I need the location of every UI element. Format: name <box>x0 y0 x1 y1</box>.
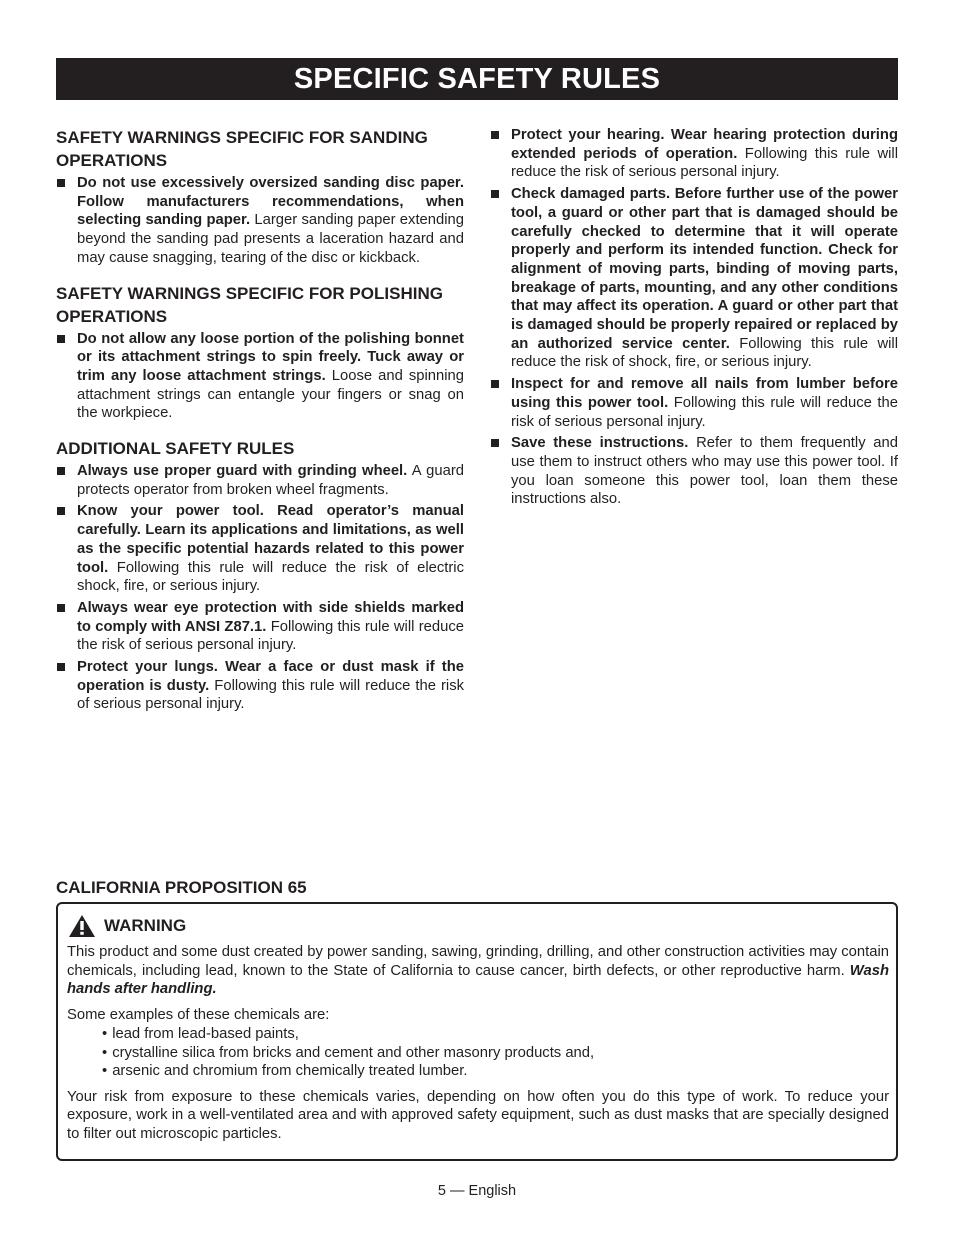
square-bullet-icon <box>57 507 65 515</box>
polishing-heading: SAFETY WARNINGS SPECIFIC FOR POLISHING OPERATIONS <box>56 283 443 326</box>
warning-body <box>67 943 889 1150</box>
warning-box <box>56 902 898 1161</box>
list-item: Save these instructions. Refer to them frequently and use them to instruct others who may use this power tool. If you loan someone this power tool, loan them these instructions also. <box>490 434 898 509</box>
additional-heading: ADDITIONAL SAFETY RULES <box>56 439 295 459</box>
risk-paragraph: Your risk from exposure to these chemicals varies, depending on how often you do this type of work. To reduce your exposure, work in a well-ventilated area and with approved safety equipment, such as dust masks that are specially designed to filter out microscopic particles. <box>67 1088 889 1142</box>
warning-triangle-icon <box>68 914 96 938</box>
wash-hands-note: Wash hands after handling. <box>67 962 889 997</box>
list-item: Do not allow any loose portion of the polishing bonnet or its attachment strings to spin freely. Tuck away or trim any loose attachment strings. Loose and spinning attachment strings can entangle your fingers or snag on the workpiece. <box>56 330 464 424</box>
page-title: SPECIFIC SAFETY RULES <box>56 58 898 100</box>
warning-paragraph: This product and some dust created by power sanding, sawing, grinding, drilling, and other construction activities may contain chemicals, including lead, known to the State of California to cause cancer, birth defects, or other reproductive harm. Wash hands after handling. <box>67 944 889 997</box>
sanding-heading: SAFETY WARNINGS SPECIFIC FOR SANDING OPERATIONS <box>56 128 428 170</box>
square-bullet-icon <box>491 439 499 447</box>
list-item: Know your power tool. Read operator’s manual carefully. Learn its applications and limitations, as well as the specific potential hazards related to this power tool. Following this rule will reduce the risk of electric shock, fire, or serious injury. <box>56 502 464 596</box>
warning-label: WARNING <box>104 916 187 935</box>
square-bullet-icon <box>57 179 65 187</box>
list-item: • arsenic and chromium from chemically treated lumber. <box>102 1062 889 1081</box>
list-item: • lead from lead-based paints, <box>102 1025 889 1044</box>
warning-header <box>68 913 186 939</box>
prop65-heading: CALIFORNIA PROPOSITION 65 <box>56 878 307 897</box>
examples-intro: Some examples of these chemicals are: <box>67 1006 330 1023</box>
square-bullet-icon <box>57 604 65 612</box>
list-item: Inspect for and remove all nails from lumber before using this power tool. Following this rule will reduce the risk of serious personal injury. <box>490 375 898 431</box>
square-bullet-icon <box>491 190 499 198</box>
square-bullet-icon <box>491 131 499 139</box>
list-item: • crystalline silica from bricks and cement and other masonry products and, <box>102 1044 889 1063</box>
list-item: Always use proper guard with grinding wheel. A guard protects operator from broken wheel fragments. <box>56 462 464 499</box>
square-bullet-icon <box>57 467 65 475</box>
list-item: Protect your hearing. Wear hearing protection during extended periods of operation. Following this rule will reduce the risk of serious personal injury. <box>490 126 898 182</box>
page-footer: 5 — English <box>437 1183 517 1199</box>
list-item: Do not use excessively oversized sanding disc paper. Follow manufacturers recommendations, when selecting sanding paper. Larger sanding paper extending beyond the sanding pad presents a laceration hazard and may cause snagging, tearing of the disc or kickback. <box>56 174 464 268</box>
list-item: Check damaged parts. Before further use of the power tool, a guard or other part that is damaged should be carefully checked to determine that it will operate properly and perform its intended function. Check for alignment of moving parts, binding of moving parts, breakage of parts, mounting, and any other conditions that may affect its operation. A guard or other part that is damaged should be properly repaired or replaced by an authorized service center. Following this rule will reduce the risk of shock, fire, or serious injury. <box>490 185 898 372</box>
examples-list <box>67 1025 889 1081</box>
list-item: Protect your lungs. Wear a face or dust mask if the operation is dusty. Following this rule will reduce the risk of serious personal injury. <box>56 658 464 714</box>
square-bullet-icon <box>491 380 499 388</box>
left-column <box>56 126 464 717</box>
right-column <box>490 126 898 512</box>
square-bullet-icon <box>57 663 65 671</box>
list-item: Always wear eye protection with side shields marked to comply with ANSI Z87.1. Following this rule will reduce the risk of serious personal injury. <box>56 599 464 655</box>
square-bullet-icon <box>57 335 65 343</box>
